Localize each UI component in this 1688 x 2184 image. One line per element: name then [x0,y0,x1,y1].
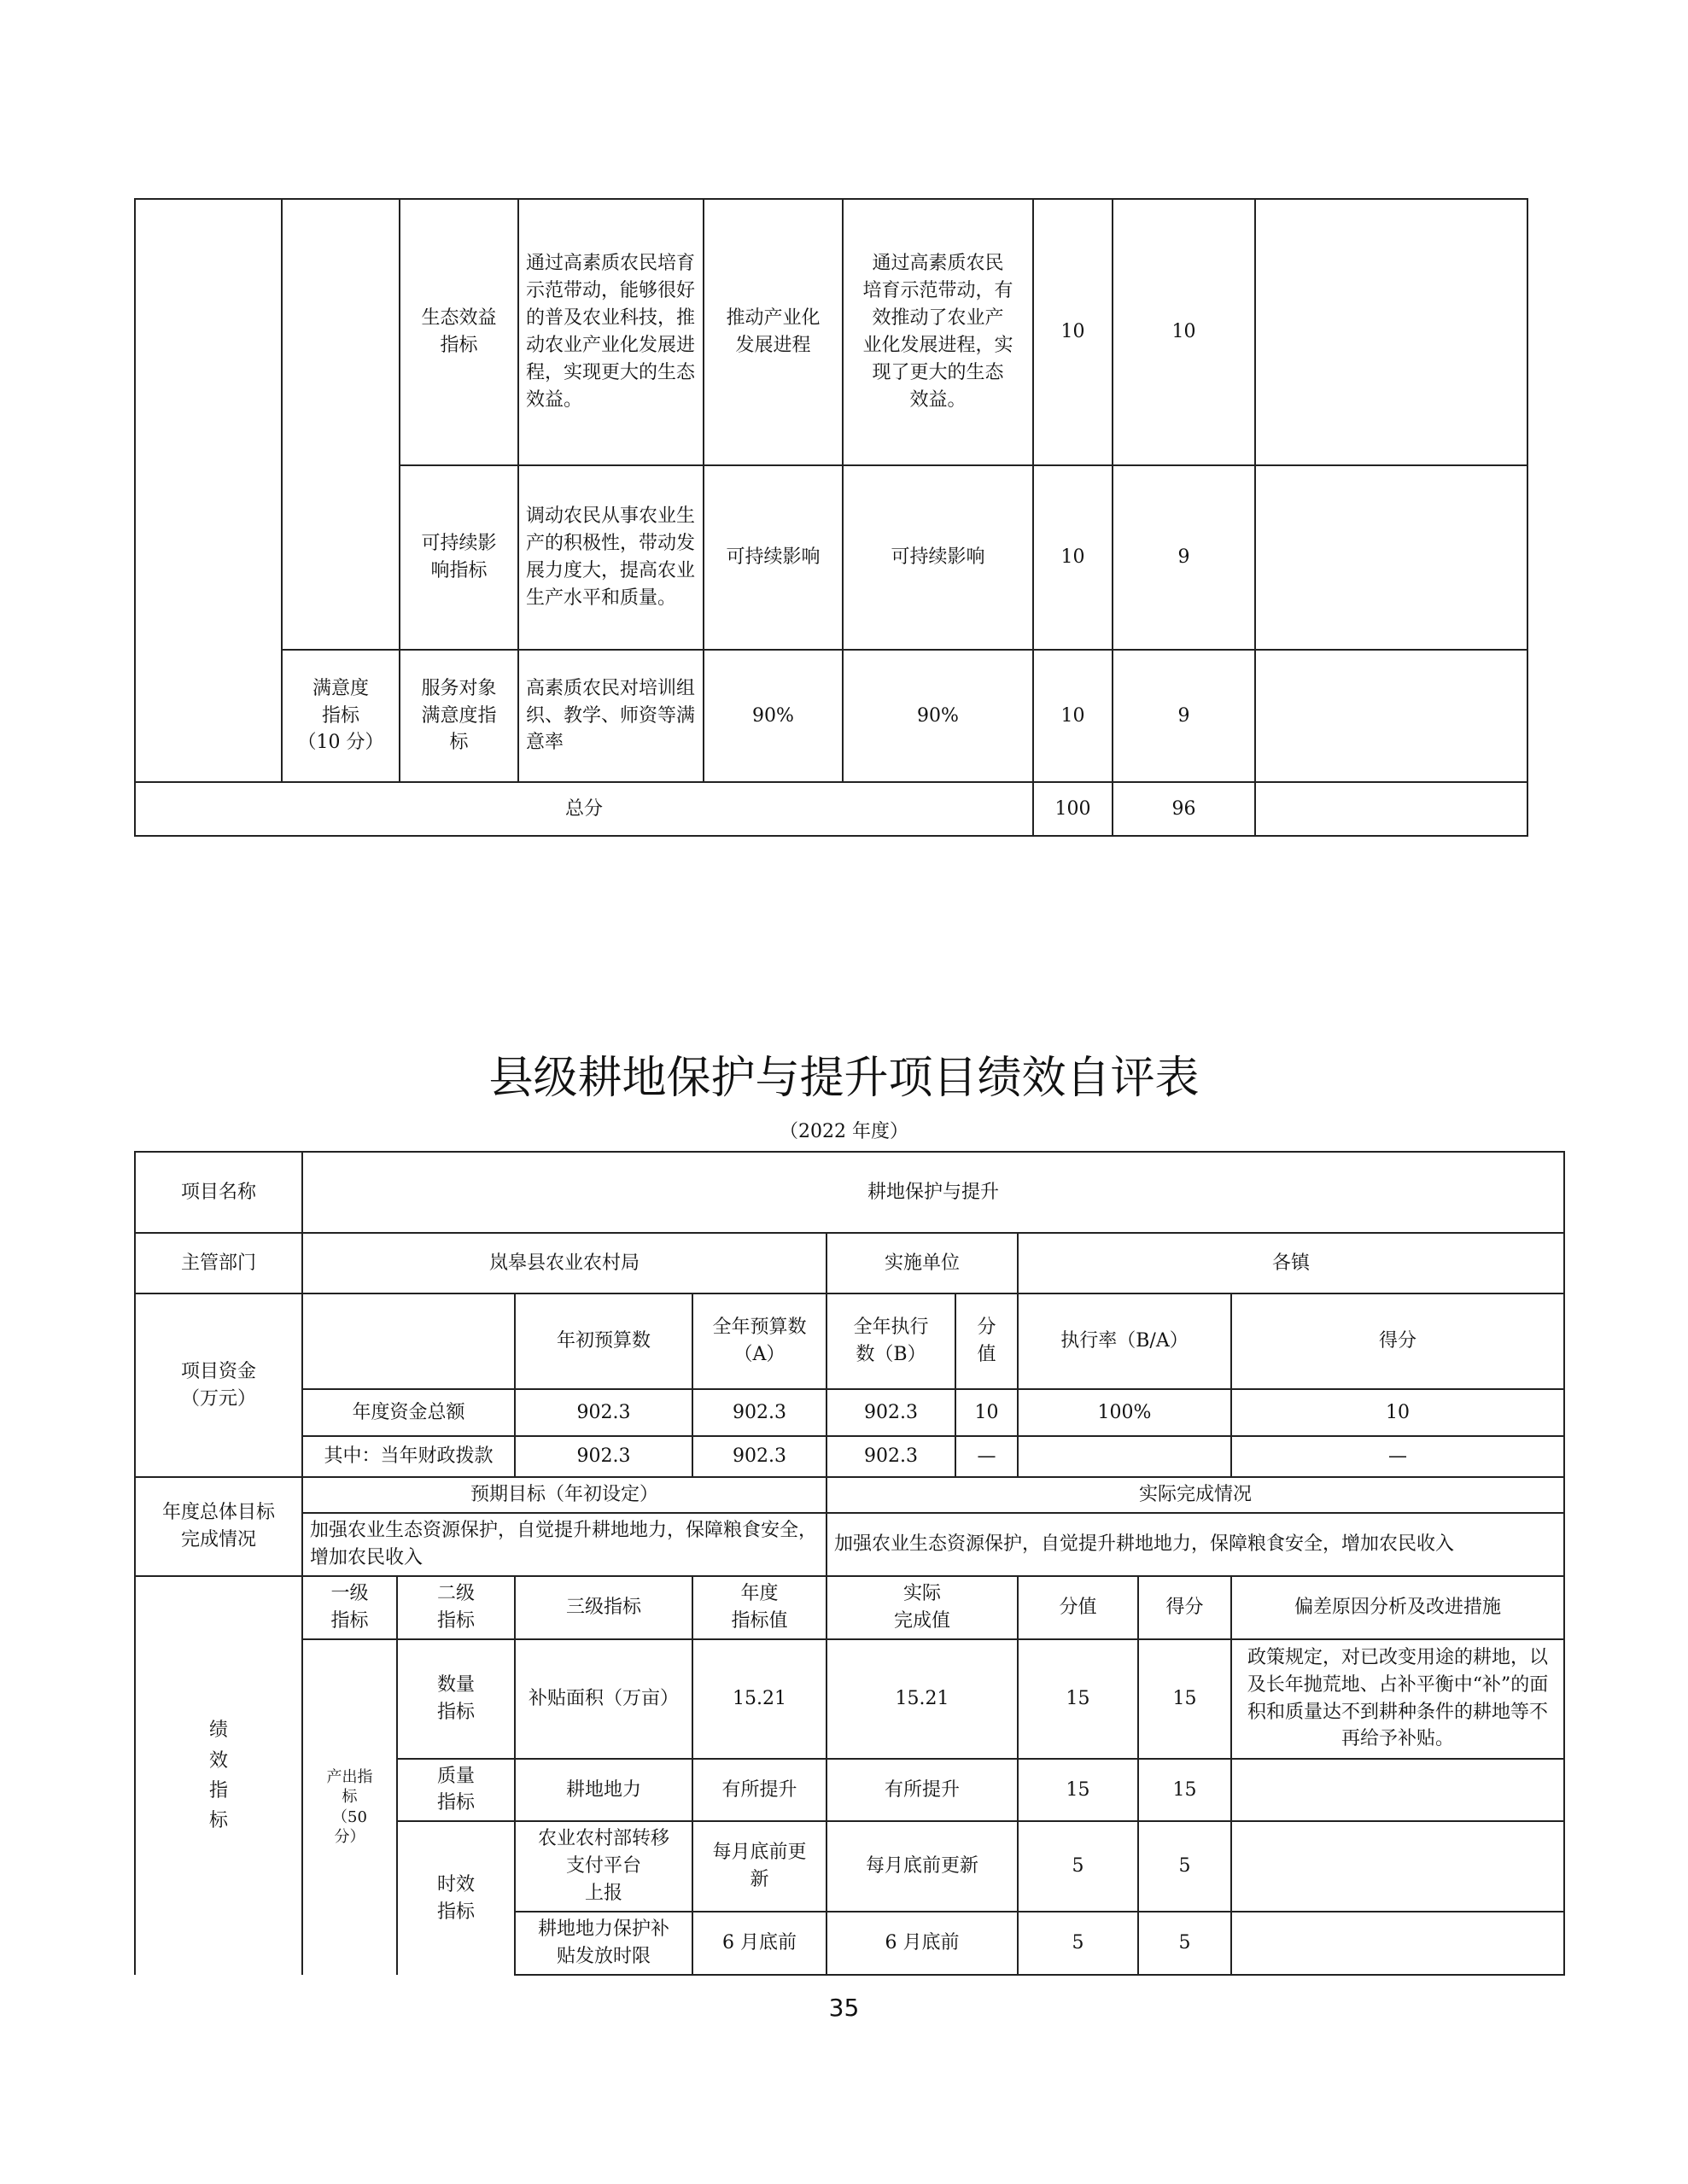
output-indicator-label: 产出指 标 （50 分） [302,1639,397,1975]
indicator-content: 调动农民从事农业生产的积极性，带动发展力度大，提高农业生产水平和质量。 [518,465,704,650]
total-score: 96 [1113,782,1255,836]
score-full: 10 [1033,465,1113,650]
total-label: 总分 [135,782,1033,836]
perf-header-l3: 三级指标 [515,1576,692,1639]
points: 5 [1018,1912,1138,1975]
points: 15 [1018,1759,1138,1822]
self-evaluation-table [134,1151,1565,1976]
funds-executed: 902.3 [826,1389,955,1436]
score: 15 [1138,1759,1231,1822]
score: 10 [1113,199,1255,465]
goal-actual: 加强农业生态资源保护，自觉提升耕地地力，保障粮食安全，增加农民收入 [826,1513,1564,1576]
remark [1255,465,1527,650]
goal-expected-header: 预期目标（年初设定） [302,1477,826,1513]
perf-header-actual: 实际 完成值 [826,1576,1018,1639]
funds-annual: 902.3 [692,1389,826,1436]
level3-indicator: 补贴面积（万亩） [515,1639,692,1759]
actual-value: 90% [843,650,1033,782]
level2-indicator: 满意度 指标 （10 分） [282,650,400,782]
total-row [135,782,1527,836]
level3-indicator: 农业农村部转移 支付平台 上报 [515,1821,692,1912]
annual-target: 90% [704,650,843,782]
level3-indicator: 可持续影 响指标 [400,465,518,650]
goal-actual-header: 实际完成情况 [826,1477,1564,1513]
impl-label: 实施单位 [826,1233,1018,1293]
perf-header-l1: 一级 指标 [302,1576,397,1639]
perf-header-remark: 偏差原因分析及改进措施 [1231,1576,1564,1639]
funds-header-score: 得分 [1231,1293,1564,1389]
points: 15 [1018,1639,1138,1759]
funds-header-annual: 全年预算数 （A） [692,1293,826,1389]
table-row [135,1436,1564,1477]
level3-indicator: 服务对象 满意度指 标 [400,650,518,782]
remark [1255,199,1527,465]
table-row [135,1293,1564,1389]
table-row [135,1389,1564,1436]
dept-value: 岚皋县农业农村局 [302,1233,826,1293]
funds-executed: 902.3 [826,1436,955,1477]
table-row [135,1513,1564,1576]
funds-header-initial: 年初预算数 [515,1293,692,1389]
goal-label: 年度总体目标 完成情况 [135,1477,302,1576]
project-name-label: 项目名称 [135,1152,302,1233]
annual-target: 推动产业化 发展进程 [704,199,843,465]
funds-header-points: 分 值 [955,1293,1018,1389]
actual-value: 6 月底前 [826,1912,1018,1975]
funds-score: 10 [1231,1389,1564,1436]
score: 5 [1138,1821,1231,1912]
annual-target: 有所提升 [692,1759,826,1822]
score: 5 [1138,1912,1231,1975]
funds-points: — [955,1436,1018,1477]
actual-value: 可持续影响 [843,465,1033,650]
indicator-content: 高素质农民对培训组织、教学、师资等满意率 [518,650,704,782]
total-score-full: 100 [1033,782,1113,836]
level1-indicator-cell [135,199,282,782]
remark: 政策规定，对已改变用途的耕地，以及长年抛荒地、占补平衡中“补”的面积和质量达不到耕种条件的耕地等不再给予补贴。 [1231,1639,1564,1759]
score: 9 [1113,465,1255,650]
funds-row-label: 年度资金总额 [302,1389,515,1436]
remark [1255,650,1527,782]
project-name: 耕地保护与提升 [302,1152,1564,1233]
impl-value: 各镇 [1018,1233,1564,1293]
points: 5 [1018,1821,1138,1912]
page-subtitle: （2022 年度） [780,1121,908,1142]
perf-header-target: 年度 指标值 [692,1576,826,1639]
level2-indicator: 数量 指标 [397,1639,515,1759]
table-row [135,199,1527,465]
score-full: 10 [1033,199,1113,465]
table-row [135,1576,1564,1639]
funds-score: — [1231,1436,1564,1477]
dept-label: 主管部门 [135,1233,302,1293]
level3-indicator: 耕地地力 [515,1759,692,1822]
indicator-content: 通过高素质农民培育示范带动，能够很好的普及农业科技，推动农业产业化发展进程，实现更大的生态效益。 [518,199,704,465]
table-row [135,1477,1564,1513]
funds-rate [1018,1436,1231,1477]
annual-target: 15.21 [692,1639,826,1759]
actual-value: 15.21 [826,1639,1018,1759]
table-row [135,1639,1564,1759]
annual-target: 可持续影响 [704,465,843,650]
remark [1231,1759,1564,1822]
actual-value: 通过高素质农民 培育示范带动，有 效推动了农业产 业化发展进程，实 现了更大的生态 效益。 [843,199,1033,465]
remark [1231,1821,1564,1912]
table-row [135,1152,1564,1233]
perf-header-points: 分值 [1018,1576,1138,1639]
funds-header-executed: 全年执行 数（B） [826,1293,955,1389]
remark [1231,1912,1564,1975]
annual-target: 每月底前更 新 [692,1821,826,1912]
funds-points: 10 [955,1389,1018,1436]
table-row [135,1233,1564,1293]
funds-row-label: 其中：当年财政拨款 [302,1436,515,1477]
perf-header-score: 得分 [1138,1576,1231,1639]
level2-indicator: 时效 指标 [397,1821,515,1974]
goal-expected: 加强农业生态资源保护，自觉提升耕地地力，保障粮食安全，增加农民收入 [302,1513,826,1576]
funds-initial: 902.3 [515,1436,692,1477]
score: 9 [1113,650,1255,782]
funds-initial: 902.3 [515,1389,692,1436]
annual-target: 6 月底前 [692,1912,826,1975]
funds-header-rate: 执行率（B/A） [1018,1293,1231,1389]
level3-indicator: 生态效益 指标 [400,199,518,465]
performance-table-continued [134,198,1528,837]
perf-header-l2: 二级 指标 [397,1576,515,1639]
table-row [135,650,1527,782]
level3-indicator: 耕地地力保护补 贴发放时限 [515,1912,692,1975]
funds-rate: 100% [1018,1389,1231,1436]
score: 15 [1138,1639,1231,1759]
funds-label: 项目资金 （万元） [135,1293,302,1477]
score-full: 10 [1033,650,1113,782]
page-title: 县级耕地保护与提升项目绩效自评表 [488,1053,1200,1104]
total-remark [1255,782,1527,836]
actual-value: 有所提升 [826,1759,1018,1822]
funds-header-blank [302,1293,515,1389]
page-number: 35 [828,1994,860,2022]
level2-indicator-cell [282,199,400,650]
actual-value: 每月底前更新 [826,1821,1018,1912]
funds-annual: 902.3 [692,1436,826,1477]
level2-indicator: 质量 指标 [397,1759,515,1822]
perf-label: 绩 效 指 标 [135,1576,302,1975]
